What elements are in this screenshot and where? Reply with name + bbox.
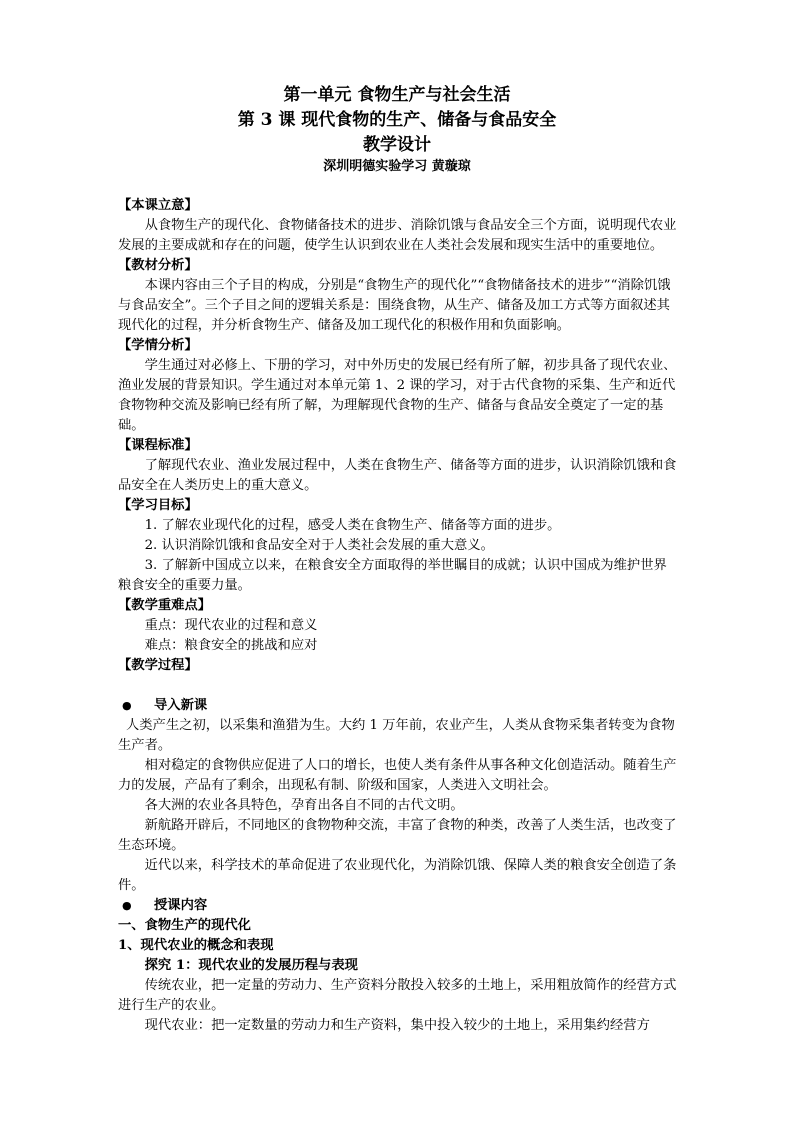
heading-level-2: 1、现代农业的概念和表现 [118,938,274,953]
section-heading-intent: 【本课立意】 [118,198,198,213]
lesson-title: 第 3 课 现代食物的生产、储备与食品安全 [237,110,557,130]
difficulty-text: 难点：粮食安全的挑战和应对 [144,638,318,653]
standard-text: 了解现代农业、渔业发展过程中，人类在食物生产、储备等方面的进步，认识消除饥饿和食品安全在人类历史上的重大意义。 [118,458,677,493]
intro-paragraph: 相对稳定的食物供应促进了人口的增长，也使人类有条件从事各种文化创造活动。随着生产力的发展，产品有了剩余，出现私有制、阶级和国家，人类进入文明社会。 [118,758,677,793]
intro-paragraph: 新航路开辟后，不同地区的食物物种交流，丰富了食物的种类，改善了人类生活，也改变了生态环境。 [118,818,677,853]
intro-title: 导入新课 [154,698,208,713]
explore-heading: 探究 1：现代农业的发展历程与表现 [144,958,358,973]
intro-bullet [118,696,678,716]
intro-paragraph: 近代以来，科学技术的革命促进了农业现代化，为消除饥饿、保障人类的粮食安全创造了条件。 [118,858,677,893]
intent-text: 从食物生产的现代化、食物储备技术的进步、消除饥饿与食品安全三个方面，说明现代农业发展的主要成就和存在的问题，使学生认识到农业在人类社会发展和现实生活中的重要地位。 [118,218,677,253]
black-circle-bullet-icon: ● [122,699,132,712]
goal-item: 3. 了解新中国成立以来，在粮食安全方面取得的举世瞩目的成就；认识中国成为维护世界粮食安全的重要力量。 [118,558,667,593]
goal-item: 2. 认识消除饥饿和食品安全对于人类社会发展的重大意义。 [144,538,494,553]
heading-level-1: 一、食物生产的现代化 [118,918,251,933]
intro-paragraph: 人类产生之初，以采集和渔猎为生。大约 1 万年前，农业产生，人类从食物采集者转变为食物生产者。 [118,718,675,753]
black-circle-bullet-icon: ● [122,899,132,912]
focus-text: 重点：现代农业的过程和意义 [144,618,318,633]
unit-title: 第一单元 食物生产与社会生活 [283,85,511,105]
teaching-title: 授课内容 [154,898,208,913]
author-line: 深圳明德实验学习 黄璇琼 [323,159,471,174]
teaching-paragraph: 现代农业：把一定数量的劳动力和生产资料，集中投入较少的土地上，采用集约经营方 [144,1018,650,1033]
document-body [118,196,678,1036]
intro-paragraph: 各大洲的农业各具特色，孕育出各自不同的古代文明。 [144,798,464,813]
section-heading-standard: 【课程标准】 [118,438,198,453]
material-text: 本课内容由三个子目的构成，分别是“食物生产的现代化”“食物储备技术的进步”“消除饥饿与食品安全”。三个子目之间的逻辑关系是：围绕食物，从生产、储备及加工方式等方面叙述其现代化的过程，并分析食物生产、储备及加工现代化的积极作用和负面影响。 [118,278,671,333]
section-heading-process: 【教学过程】 [118,658,198,673]
doc-type-title: 教学设计 [363,135,431,155]
section-heading-keypoints: 【教学重难点】 [118,598,212,613]
section-heading-material: 【教材分析】 [118,258,198,273]
section-heading-students: 【学情分析】 [118,338,198,353]
students-text: 学生通过对必修上、下册的学习，对中外历史的发展已经有所了解，初步具备了现代农业、渔业发展的背景知识。学生通过对本单元第 1、2 课的学习，对于古代食物的采集、生产和近代食物物种交流及影响已经有所了解，为理解现代食物的生产、储备与食品安全奠定了一定的基础。 [118,358,677,433]
teaching-bullet [118,896,678,916]
section-heading-goals: 【学习目标】 [118,498,198,513]
goal-item: 1. 了解农业现代化的过程，感受人类在食物生产、储备等方面的进步。 [144,518,561,533]
teaching-paragraph: 传统农业，把一定量的劳动力、生产资料分散投入较多的土地上，采用粗放简作的经营方式进行生产的农业。 [118,978,677,1013]
spacer [118,676,678,696]
